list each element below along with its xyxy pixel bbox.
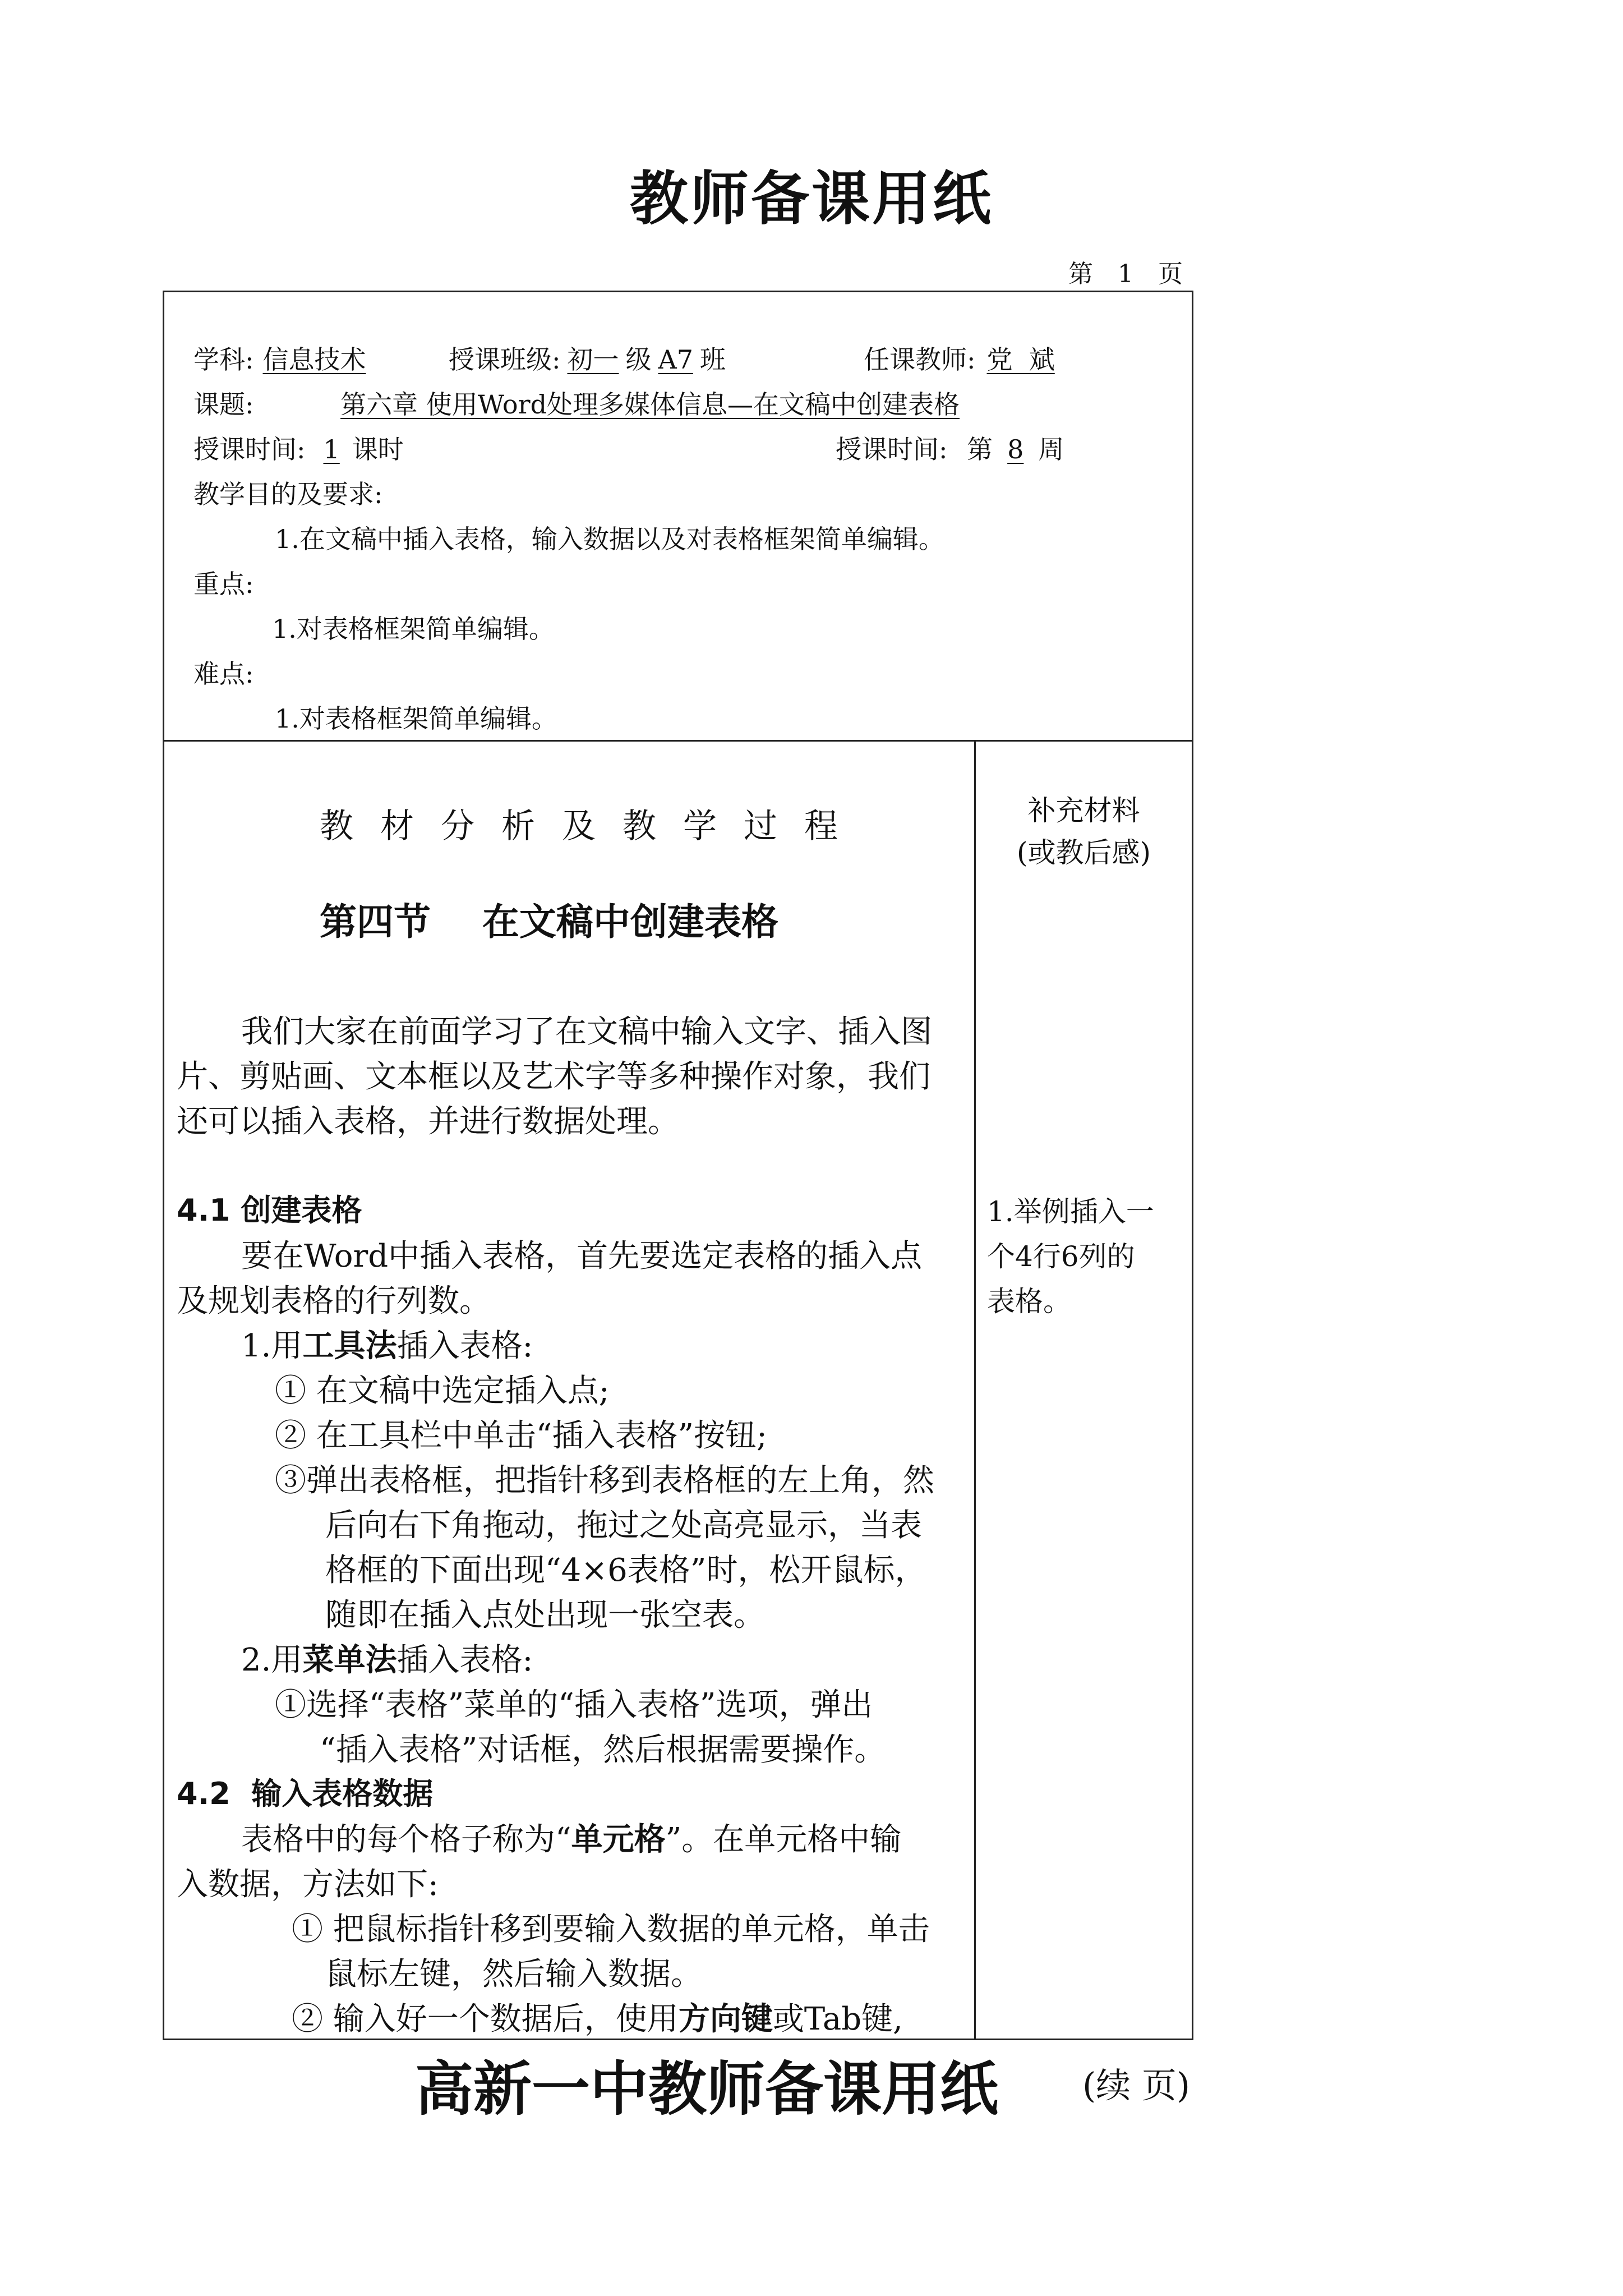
topic-label: 课题:: [193, 389, 254, 420]
method-1-suffix: 插入表格:: [396, 1328, 533, 1364]
continued-label: (续 页): [1082, 2065, 1191, 2106]
s42-para-line-1: [241, 1815, 901, 1860]
method-1-step-1: ① 在文稿中选定插入点;: [275, 1373, 610, 1409]
method-1-prefix: 1.用: [241, 1328, 303, 1364]
method-2-heading: [241, 1635, 533, 1680]
method-1-name: 工具法: [302, 1328, 397, 1364]
topic-value: 第六章 使用Word处理多媒体信息—在文稿中创建表格: [340, 389, 960, 420]
intro-line-2: 片、剪贴画、文本框以及艺术字等多种操作对象，我们: [177, 1059, 930, 1095]
grade-value: 初一: [567, 344, 619, 375]
teacher-value: 党 斌: [986, 344, 1055, 375]
s42-step-2: [292, 1994, 903, 2039]
s42-para-part-1: 表格中的每个格子称为“: [241, 1821, 571, 1858]
teacher-label: 任课教师:: [864, 344, 976, 375]
s42-step-2-part-1: ② 输入好一个数据后，使用: [292, 2001, 679, 2037]
goal-item: 1.在文稿中插入表格，输入数据以及对表格框架简单编辑。: [275, 524, 944, 554]
subject-line: [193, 339, 375, 376]
hours-unit: 课时: [352, 434, 404, 464]
difficulty-item: 1.对表格框架简单编辑。: [275, 703, 557, 734]
method-1-step-3-line-3: 格框的下面出现“4×6表格”时，松开鼠标，: [325, 1552, 926, 1589]
s41-para-line-1: 要在Word中插入表格，首先要选定表格的插入点: [241, 1238, 923, 1274]
method-1-step-3-line-2: 后向右下角拖动，拖过之处高亮显示，当表: [325, 1507, 922, 1544]
page-title: 教师备课用纸: [629, 164, 993, 233]
key-point-item: 1.对表格框架简单编辑。: [272, 614, 555, 644]
side-heading-1: 补充材料: [1027, 794, 1140, 827]
intro-line-1: 我们大家在前面学习了在文稿中输入文字、插入图: [241, 1014, 932, 1050]
method-2-prefix: 2.用: [241, 1642, 303, 1678]
subject-value: 信息技术: [262, 344, 366, 375]
s42-para-part-2: ”。在单元格中输: [665, 1821, 902, 1858]
goals-label: 教学目的及要求:: [193, 479, 383, 509]
class-label: 授课班级:: [449, 344, 561, 375]
footer-title: 高新一中教师备课用纸: [415, 2055, 999, 2123]
process-heading: 教材分析及教学过程: [320, 807, 865, 846]
s42-step-1-line-1: ① 把鼠标指针移到要输入数据的单元格，单击: [292, 1911, 930, 1948]
method-1-heading: [241, 1321, 533, 1366]
week-value: 8: [1007, 434, 1024, 464]
class-suffix: 班: [700, 344, 726, 375]
hours-line: [193, 429, 404, 466]
method-1-step-2: ② 在工具栏中单击“插入表格”按钮;: [275, 1418, 767, 1454]
intro-line-3: 还可以插入表格，并进行数据处理。: [177, 1103, 679, 1140]
hours-value: 1: [323, 434, 340, 464]
subject-label: 学科:: [193, 344, 254, 375]
s42-step-1-line-2: 鼠标左键，然后输入数据。: [325, 1956, 702, 1993]
key-point-label: 重点:: [193, 569, 254, 599]
subsection-4-2-title: 4.2 输入表格数据: [177, 1776, 434, 1811]
method-2-step-1-line-1: ①选择“表格”菜单的“插入表格”选项，弹出: [275, 1687, 873, 1723]
method-2-name: 菜单法: [302, 1642, 397, 1678]
side-note-line-2: 个4行6列的: [987, 1240, 1135, 1273]
grade-suffix: 级: [625, 344, 652, 375]
method-2-suffix: 插入表格:: [396, 1642, 533, 1678]
section-title: 第四节 在文稿中创建表格: [320, 900, 778, 944]
page-number: 第 1 页: [1068, 260, 1183, 288]
week-suffix: 周: [1038, 434, 1064, 464]
cell-term: 单元格: [571, 1821, 666, 1858]
side-note-line-3: 表格。: [987, 1285, 1071, 1318]
s42-para-line-2: 入数据，方法如下:: [177, 1866, 439, 1903]
week-prefix: 第: [967, 434, 993, 464]
s41-para-line-2: 及规划表格的行列数。: [177, 1283, 491, 1319]
hours-label: 授课时间:: [193, 434, 306, 464]
class-number: A7: [658, 344, 693, 375]
method-1-step-3-line-4: 随即在插入点处出现一张空表。: [325, 1597, 765, 1634]
supplement-column: [974, 740, 1193, 2040]
week-line: [836, 429, 1064, 466]
side-note-line-1: 1.举例插入一: [987, 1195, 1154, 1228]
topic-line: [193, 384, 999, 421]
difficulty-label: 难点:: [193, 659, 254, 689]
s42-step-2-part-2: 或Tab键,: [772, 2001, 903, 2037]
method-2-step-1-line-2: “插入表格”对话框，然后根据需要操作。: [320, 1732, 886, 1768]
class-line: [449, 339, 726, 376]
subsection-4-1-title: 4.1 创建表格: [177, 1193, 362, 1228]
side-heading-2: (或教后感): [1016, 836, 1151, 869]
week-label: 授课时间:: [836, 434, 948, 464]
arrow-key-term: 方向键: [678, 2001, 773, 2037]
method-1-step-3-line-1: ③弹出表格框，把指针移到表格框的左上角，然: [275, 1462, 934, 1499]
teacher-line: [864, 339, 1066, 376]
